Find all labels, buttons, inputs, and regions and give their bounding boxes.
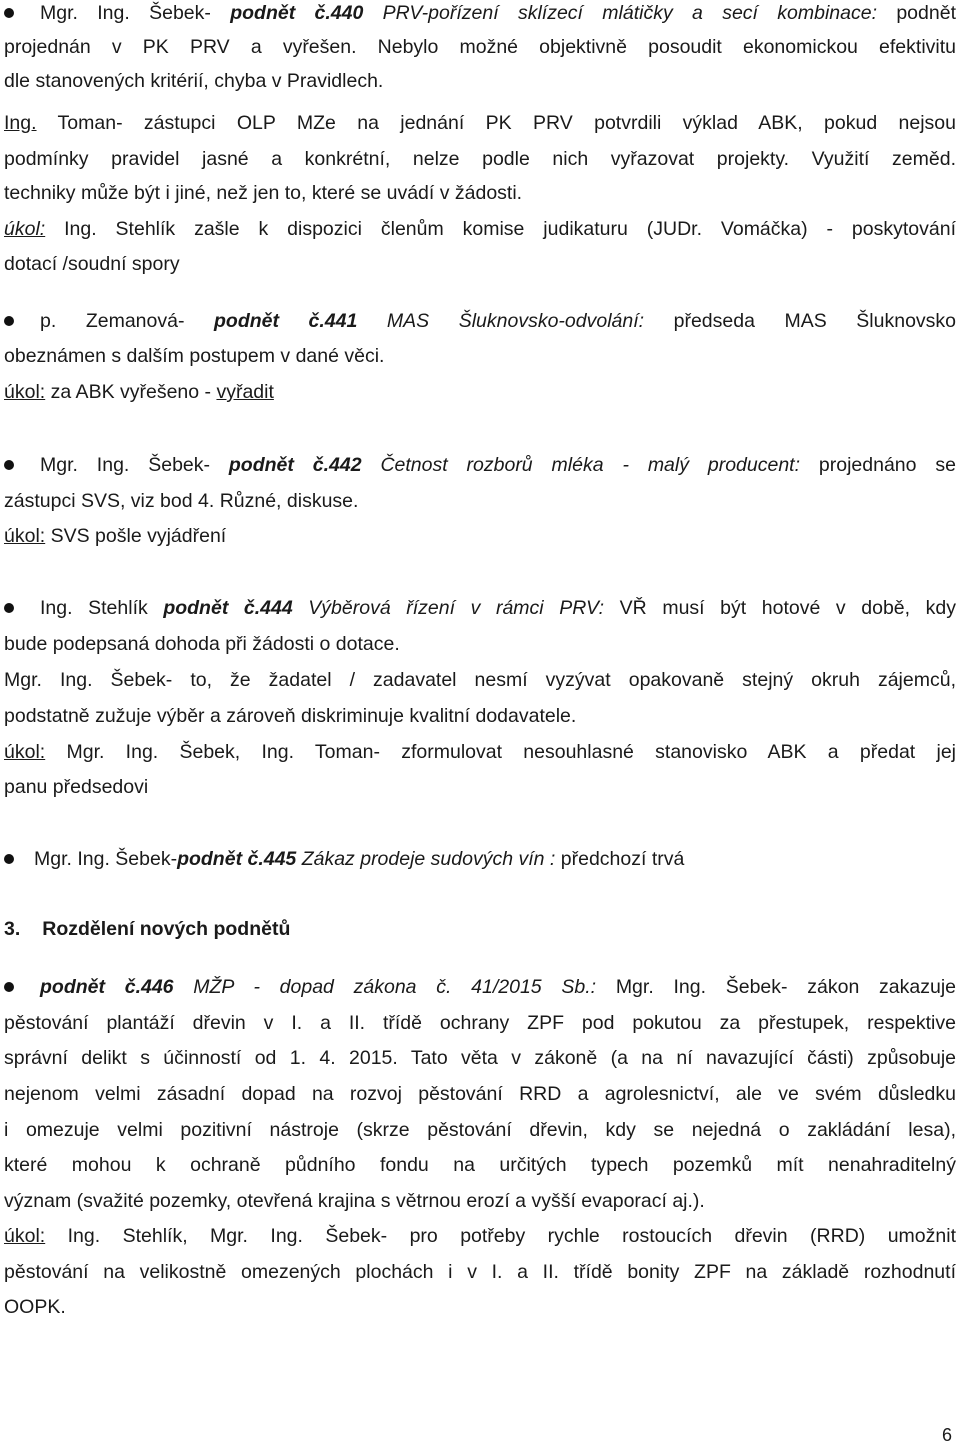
item446-ukol-text3: OOPK. — [4, 1296, 66, 1318]
item446-title: MŽP - dopad zákona č. 41/2015 Sb.: — [173, 976, 597, 998]
item442-label: podnět č.442 — [228, 454, 362, 476]
item444-line3: Mgr. Ing. Šebek- to, že žadatel / zadavatel nesmí vyzývat opakovaně stejný okruh zájemců, — [4, 669, 956, 691]
bullet-icon — [4, 854, 14, 864]
item440-line4 — [4, 110, 956, 136]
item440-line3: dle stanovených kritérií, chyba v Pravidlech. — [4, 70, 384, 92]
item444-text: VŘ musí být hotové v době, kdy — [604, 597, 956, 619]
item440-ing-underlined: Ing. — [4, 112, 37, 134]
bullet-icon — [4, 603, 14, 613]
ukol-label: úkol: — [4, 525, 46, 547]
item446-line3: správní delikt s účinností od 1. 4. 2015. Tato věta v zákoně (a na ní navazující části) způsobuje — [4, 1047, 956, 1069]
item440-ukol-text2: dotací /soudní spory — [4, 253, 180, 275]
item442-ukol-text: SVS pošle vyjádření — [45, 525, 227, 547]
item441-text: předseda MAS Šluknovsko — [644, 310, 957, 332]
item440-line2: projednán v PK PRV a vyřešen. Nebylo možné objektivně posoudit ekonomickou efektivitu — [4, 36, 956, 58]
item441-title: MAS Šluknovsko-odvolání: — [357, 310, 645, 332]
item442-line1 — [40, 452, 956, 478]
item442-title: Četnost rozborů mléka - malý producent: — [361, 454, 801, 476]
bullet-icon — [4, 316, 14, 326]
ukol-label: úkol: — [4, 218, 46, 240]
item440-line6: techniky může být i jiné, než jen to, které se uvádí v žádosti. — [4, 182, 523, 204]
item440-ukol-text: Ing. Stehlík zašle k dispozici členům komise judikaturu (JUDr. Vomáčka) - poskytování — [45, 218, 956, 240]
ukol-label: úkol: — [4, 381, 46, 403]
section-number: 3. — [4, 918, 21, 940]
section-heading — [4, 916, 956, 942]
item442-ukol — [4, 523, 956, 549]
page-number: 6 — [941, 1425, 952, 1445]
item440-ukol — [4, 216, 956, 242]
item446-line6: které mohou k ochraně půdního fondu na určitých typech pozemků mít nenahraditelný — [4, 1154, 956, 1176]
item446-ukol — [4, 1223, 956, 1249]
item441-label: podnět č.441 — [214, 310, 358, 332]
item440-title: PRV-pořízení sklízecí mlátičky a secí kombinace: — [363, 2, 878, 24]
item444-ukol-text: Mgr. Ing. Šebek, Ing. Toman- zformulovat nesouhlasné stanovisko ABK a předat jej — [45, 741, 956, 763]
item446-line1 — [40, 974, 956, 1000]
item444-line2: bude podepsaná dohoda při žádosti o dotace. — [4, 633, 400, 655]
ukol-label: úkol: — [4, 1225, 46, 1247]
item440-text: podnět — [877, 2, 956, 24]
item444-ukol-text2: panu předsedovi — [4, 776, 149, 798]
item441-vyradit: vyřadit — [216, 381, 274, 403]
item446-ukol-text2: pěstování na velikostně omezených plochách i v I. a II. třídě bonity ZPF na základě rozhodnutí — [4, 1261, 956, 1283]
bullet-icon — [4, 8, 14, 18]
item442-lead: Mgr. Ing. Šebek- — [40, 454, 229, 476]
item446-ukol-text: Ing. Stehlík, Mgr. Ing. Šebek- pro potřeby rychle rostoucích dřevin (RRD) umožnit — [45, 1225, 956, 1247]
item441-ukol-text: za ABK vyřešeno - — [45, 381, 217, 403]
item440-line5: podmínky pravidel jasné a konkrétní, nelze podle nich vyřazovat projekty. Využití zeměd. — [4, 148, 956, 170]
item445-text: předchozí trvá — [555, 848, 685, 870]
item445-title: Zákaz prodeje sudových vín : — [296, 848, 556, 870]
item441-ukol — [4, 379, 956, 405]
item441-line1 — [40, 308, 956, 334]
bullet-icon — [4, 982, 14, 992]
item442-line2: zástupci SVS, viz bod 4. Různé, diskuse. — [4, 490, 359, 512]
section-title: Rozdělení nových podnětů — [42, 918, 291, 940]
item444-line4: podstatně zužuje výběr a zároveň diskriminuje kvalitní dodavatele. — [4, 705, 577, 727]
item444-title: Výběrová řízení v rámci PRV: — [292, 597, 605, 619]
bullet-icon — [4, 460, 14, 470]
item446-line4: nejenom velmi zásadní dopad na rozvoj pěstování RRD a agrolesnictví, ale ve svém důsledku — [4, 1083, 956, 1105]
item445-lead: Mgr. Ing. Šebek- — [34, 848, 178, 870]
ukol-label: úkol: — [4, 741, 46, 763]
item444-label: podnět č.444 — [163, 597, 293, 619]
item444-line1 — [40, 595, 956, 621]
item445-label: podnět č.445 — [177, 848, 297, 870]
item440-line4-text: Toman- zástupci OLP MZe na jednání PK PRV potvrdili výklad ABK, pokud nejsou — [36, 112, 956, 134]
item441-line2: obeznámen s dalším postupem v dané věci. — [4, 345, 385, 367]
item446-line2: pěstování plantáží dřevin v I. a II. třídě ochrany ZPF pod pokutou za přestupek, respektive — [4, 1012, 956, 1034]
item444-lead: Ing. Stehlík — [40, 597, 164, 619]
item441-lead: p. Zemanová- — [40, 310, 214, 332]
item446-text: Mgr. Ing. Šebek- zákon zakazuje — [596, 976, 956, 998]
item440-line1 — [40, 0, 956, 26]
item446-line5: i omezuje velmi pozitivní nástroje (skrze pěstování dřevin, kdy se nejedná o zakládání lesa), — [4, 1119, 956, 1141]
item440-lead: Mgr. Ing. Šebek- — [40, 2, 231, 24]
item444-ukol — [4, 739, 956, 765]
item442-text: projednáno se — [800, 454, 956, 476]
item440-label: podnět č.440 — [230, 2, 364, 24]
item445-line1 — [34, 846, 960, 872]
item446-line7: význam (svažité pozemky, otevřená krajina s větrnou erozí a vyšší evaporací aj.). — [4, 1190, 705, 1212]
item446-label: podnět č.446 — [40, 976, 174, 998]
